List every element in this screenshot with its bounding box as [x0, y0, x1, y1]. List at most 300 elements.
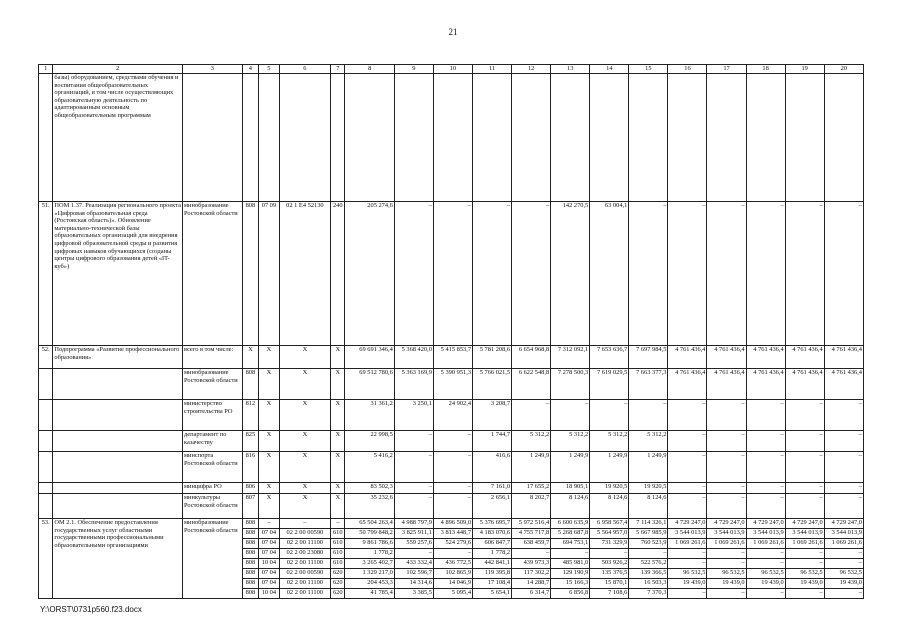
- table-cell: [512, 74, 551, 202]
- table-cell: 620: [331, 579, 345, 589]
- executor-cell: минспорта Ростовской области: [183, 452, 243, 483]
- table-cell: 1 069 261,6: [707, 539, 746, 549]
- table-cell: 102 865,9: [433, 569, 472, 579]
- table-cell: [433, 74, 472, 202]
- table-cell: [39, 74, 53, 202]
- table-cell: [394, 74, 433, 202]
- table-cell: 5 416,2: [345, 452, 394, 483]
- table-cell: 7 619 029,5: [590, 369, 629, 400]
- table-cell: 620: [331, 589, 345, 599]
- table-cell: –: [824, 452, 863, 483]
- column-header: 1: [39, 65, 53, 74]
- table-cell: –: [824, 431, 863, 452]
- table-cell: 10 04: [259, 559, 280, 569]
- table-cell: 4 761 436,4: [707, 369, 746, 400]
- column-header: 9: [394, 65, 433, 74]
- table-cell: X: [259, 431, 280, 452]
- column-header: 5: [259, 65, 280, 74]
- table-cell: [39, 431, 53, 452]
- table-cell: 808: [242, 579, 258, 589]
- table-cell: 41 785,4: [345, 589, 394, 599]
- table-cell: 610: [331, 529, 345, 539]
- table-cell: 16 503,3: [629, 579, 668, 589]
- table-cell: 439 973,3: [512, 559, 551, 569]
- table-cell: 4 761 436,4: [668, 369, 707, 400]
- table-cell: 5 972 516,4: [512, 519, 551, 529]
- table-cell: 22 998,5: [345, 431, 394, 452]
- table-cell: [707, 74, 746, 202]
- table-cell: 4 761 436,4: [785, 346, 824, 369]
- table-cell: 52.: [39, 346, 53, 369]
- table-cell: 638 459,7: [512, 539, 551, 549]
- table-cell: 96 532,5: [746, 569, 785, 579]
- table-cell: 610: [331, 559, 345, 569]
- table-cell: –: [824, 494, 863, 519]
- table-cell: –: [668, 400, 707, 431]
- item-name-cell: ПОМ 1.37. Реализация регионального проекта «Цифровая образовательная среда (Ростовская область)». Обновление материально-технической базы образовательных организаций для внедрения цифровой образовательной среды и развития цифровых навыков обучающихся (созданы центры цифрового образования детей «IT-куб»): [53, 202, 183, 346]
- table-cell: 02 2 00 11100: [279, 579, 330, 589]
- table-cell: –: [433, 431, 472, 452]
- table-cell: –: [707, 431, 746, 452]
- table-cell: 7 653 636,7: [590, 346, 629, 369]
- table-cell: 1 069 261,6: [824, 539, 863, 549]
- table-cell: 4 761 436,4: [707, 346, 746, 369]
- table-cell: 6 958 567,4: [590, 519, 629, 529]
- table-cell: –: [512, 549, 551, 559]
- table-cell: 19 439,0: [785, 579, 824, 589]
- table-cell: –: [746, 494, 785, 519]
- table-cell: –: [629, 202, 668, 346]
- item-name-cell: [53, 452, 183, 483]
- table-cell: 3 265 402,7: [345, 559, 394, 569]
- table-cell: 1 778,2: [473, 549, 512, 559]
- table-cell: X: [331, 346, 345, 369]
- table-cell: X: [279, 452, 330, 483]
- table-cell: 02 2 00 11100: [279, 559, 330, 569]
- table-cell: 18 905,1: [551, 483, 590, 494]
- table-cell: X: [259, 400, 280, 431]
- table-cell: 83 502,3: [345, 483, 394, 494]
- table-cell: 808: [242, 569, 258, 579]
- table-cell: –: [707, 452, 746, 483]
- table-cell: 3 813 448,7: [433, 529, 472, 539]
- table-cell: –: [785, 549, 824, 559]
- table-cell: 1 069 261,6: [746, 539, 785, 549]
- table-cell: X: [259, 494, 280, 519]
- table-cell: –: [512, 202, 551, 346]
- table-cell: 3 825 911,1: [394, 529, 433, 539]
- column-header: 4: [242, 65, 258, 74]
- table-cell: –: [746, 559, 785, 569]
- table-cell: –: [668, 202, 707, 346]
- table-cell: 8 124,6: [551, 494, 590, 519]
- table-cell: 3 385,5: [394, 589, 433, 599]
- table-cell: 4 729 247,0: [668, 519, 707, 529]
- table-cell: 808: [242, 202, 258, 346]
- table-cell: 610: [331, 539, 345, 549]
- table-cell: [668, 74, 707, 202]
- table-cell: 1 249,9: [590, 452, 629, 483]
- table-cell: 4 183 070,6: [473, 529, 512, 539]
- table-cell: 4 761 436,4: [668, 346, 707, 369]
- column-header: 2: [53, 65, 183, 74]
- table-cell: [629, 74, 668, 202]
- table-cell: 02 2 00 00590: [279, 569, 330, 579]
- table-cell: –: [746, 431, 785, 452]
- table-row: [39, 452, 864, 483]
- table-row: [39, 431, 864, 452]
- table-cell: 5 781 208,6: [473, 346, 512, 369]
- executor-cell: [183, 74, 243, 202]
- table-row: [39, 400, 864, 431]
- table-cell: –: [746, 452, 785, 483]
- table-cell: [259, 74, 280, 202]
- table-cell: 4 729 247,0: [707, 519, 746, 529]
- table-cell: –: [668, 549, 707, 559]
- table-cell: 19 920,5: [590, 483, 629, 494]
- table-cell: 3 544 013,9: [824, 529, 863, 539]
- table-cell: 96 532,5: [785, 569, 824, 579]
- table-cell: 17 655,2: [512, 483, 551, 494]
- table-cell: 6 314,7: [512, 589, 551, 599]
- table-cell: 5 667 985,9: [629, 529, 668, 539]
- table-row: [39, 346, 864, 369]
- table-cell: –: [629, 400, 668, 431]
- table-cell: 19 439,0: [668, 579, 707, 589]
- table-cell: 17 108,4: [473, 579, 512, 589]
- table-cell: X: [259, 369, 280, 400]
- table-cell: 5 312,2: [512, 431, 551, 452]
- table-cell: 07 04: [259, 539, 280, 549]
- table-cell: 51.: [39, 202, 53, 346]
- table-cell: X: [279, 400, 330, 431]
- table-cell: –: [433, 483, 472, 494]
- table-cell: –: [433, 452, 472, 483]
- table-cell: –: [785, 559, 824, 569]
- table-cell: 119 395,8: [473, 569, 512, 579]
- table-cell: X: [331, 369, 345, 400]
- table-cell: 4 988 797,9: [394, 519, 433, 529]
- table-cell: 96 532,5: [707, 569, 746, 579]
- table-cell: –: [668, 431, 707, 452]
- table-cell: –: [746, 202, 785, 346]
- column-header: 3: [183, 65, 243, 74]
- table-cell: 8 124,6: [590, 494, 629, 519]
- table-cell: 808: [242, 529, 258, 539]
- table-cell: –: [707, 559, 746, 569]
- table-cell: 4 761 436,4: [785, 369, 824, 400]
- table-cell: 69 512 780,6: [345, 369, 394, 400]
- column-header: 12: [512, 65, 551, 74]
- table-cell: –: [785, 494, 824, 519]
- table-row: [39, 519, 864, 529]
- table-cell: 731 329,9: [590, 539, 629, 549]
- table-row: [39, 74, 864, 202]
- item-name-cell: [53, 483, 183, 494]
- column-header: 13: [551, 65, 590, 74]
- table-cell: 808: [242, 559, 258, 569]
- table-cell: [551, 74, 590, 202]
- table-cell: 808: [242, 549, 258, 559]
- table-cell: 07 04: [259, 549, 280, 559]
- table-cell: 5 363 169,9: [394, 369, 433, 400]
- table-cell: 5 312,2: [590, 431, 629, 452]
- table-cell: 610: [331, 549, 345, 559]
- table-cell: 559 257,6: [394, 539, 433, 549]
- table-cell: [279, 74, 330, 202]
- table-cell: 4 761 436,4: [824, 369, 863, 400]
- column-header: 19: [785, 65, 824, 74]
- column-header: 16: [668, 65, 707, 74]
- table-cell: 4 761 436,4: [746, 346, 785, 369]
- table-cell: 50 799 848,2: [345, 529, 394, 539]
- table-cell: 760 523,9: [629, 539, 668, 549]
- page-number: 21: [448, 27, 458, 37]
- table-cell: 1 069 261,6: [785, 539, 824, 549]
- table-cell: [345, 74, 394, 202]
- table-cell: 8 202,7: [512, 494, 551, 519]
- table-cell: –: [824, 202, 863, 346]
- table-cell: 14 314,6: [394, 579, 433, 589]
- table-cell: 7 697 984,5: [629, 346, 668, 369]
- table-row: [39, 202, 864, 346]
- table-cell: –: [668, 494, 707, 519]
- table-cell: 416,6: [473, 452, 512, 483]
- table-cell: X: [259, 346, 280, 369]
- table-cell: –: [629, 549, 668, 559]
- table-cell: 808: [242, 539, 258, 549]
- table-cell: 5 564 957,0: [590, 529, 629, 539]
- table-cell: 808: [242, 589, 258, 599]
- table-cell: 4 729 247,0: [785, 519, 824, 529]
- table-cell: 53.: [39, 519, 53, 599]
- table-cell: [785, 74, 824, 202]
- table-cell: 4 729 247,0: [824, 519, 863, 529]
- table-cell: 07 04: [259, 529, 280, 539]
- table-cell: 129 190,9: [551, 569, 590, 579]
- table-cell: –: [668, 559, 707, 569]
- table-cell: 14 046,9: [433, 579, 472, 589]
- table-cell: 205 274,6: [345, 202, 394, 346]
- table-cell: –: [668, 483, 707, 494]
- table-cell: 19 439,0: [746, 579, 785, 589]
- executor-cell: минкультуры Ростовской области: [183, 494, 243, 519]
- table-cell: –: [824, 559, 863, 569]
- table-cell: 02 2 00 00590: [279, 529, 330, 539]
- table-cell: –: [551, 400, 590, 431]
- column-header: 10: [433, 65, 472, 74]
- table-cell: 139 366,5: [629, 569, 668, 579]
- table-cell: 63 004,1: [590, 202, 629, 346]
- table-cell: 5 312,2: [551, 431, 590, 452]
- table-cell: 02 1 E4 52130: [279, 202, 330, 346]
- table-cell: –: [551, 549, 590, 559]
- column-header: 7: [331, 65, 345, 74]
- table-cell: –: [394, 202, 433, 346]
- table-cell: 6 622 548,8: [512, 369, 551, 400]
- table-cell: 7 278 500,3: [551, 369, 590, 400]
- table-cell: 3 250,1: [394, 400, 433, 431]
- column-header: 14: [590, 65, 629, 74]
- table-cell: [39, 369, 53, 400]
- table-cell: X: [259, 483, 280, 494]
- table-cell: X: [279, 431, 330, 452]
- table-cell: –: [394, 494, 433, 519]
- table-cell: X: [279, 483, 330, 494]
- table-cell: [824, 74, 863, 202]
- table-cell: 8 124,6: [629, 494, 668, 519]
- table-cell: 240: [331, 202, 345, 346]
- table-cell: 204 453,3: [345, 579, 394, 589]
- table-cell: 485 981,0: [551, 559, 590, 569]
- table-cell: [39, 400, 53, 431]
- table-cell: 1 744,7: [473, 431, 512, 452]
- table-cell: –: [785, 431, 824, 452]
- table-cell: –: [394, 483, 433, 494]
- table-cell: 19 439,0: [824, 579, 863, 589]
- table-cell: –: [433, 202, 472, 346]
- column-header: 17: [707, 65, 746, 74]
- table-cell: 522 576,2: [629, 559, 668, 569]
- table-cell: 07 09: [259, 202, 280, 346]
- table-cell: 806: [242, 483, 258, 494]
- table-cell: 07 04: [259, 579, 280, 589]
- table-cell: X: [331, 431, 345, 452]
- table-cell: X: [331, 400, 345, 431]
- table-cell: –: [433, 549, 472, 559]
- table-cell: X: [279, 346, 330, 369]
- table-cell: 7 312 092,1: [551, 346, 590, 369]
- table-cell: 02 2 00 11100: [279, 589, 330, 599]
- table-cell: –: [433, 494, 472, 519]
- table-cell: –: [824, 589, 863, 599]
- table-cell: 3 544 013,9: [746, 529, 785, 539]
- table-cell: [39, 494, 53, 519]
- table-cell: –: [824, 483, 863, 494]
- table-cell: –: [394, 431, 433, 452]
- table-cell: 02 2 00 23080: [279, 549, 330, 559]
- table-cell: –: [707, 549, 746, 559]
- table-cell: [331, 74, 345, 202]
- table-cell: 96 532,5: [668, 569, 707, 579]
- table-cell: 606 847,7: [473, 539, 512, 549]
- table-cell: 816: [242, 452, 258, 483]
- table-cell: 1 249,9: [551, 452, 590, 483]
- table-cell: 4 761 436,4: [824, 346, 863, 369]
- table-cell: –: [707, 400, 746, 431]
- table-cell: 5 268 687,8: [551, 529, 590, 539]
- table-cell: 3 544 013,9: [707, 529, 746, 539]
- table-cell: 15 870,1: [590, 579, 629, 589]
- table-cell: 5 654,1: [473, 589, 512, 599]
- table-cell: 436 772,5: [433, 559, 472, 569]
- table-cell: 825: [242, 431, 258, 452]
- table-cell: 15 166,3: [551, 579, 590, 589]
- table-cell: –: [707, 589, 746, 599]
- table-cell: 433 332,4: [394, 559, 433, 569]
- table-cell: 1 069 261,6: [668, 539, 707, 549]
- table-cell: 10 04: [259, 589, 280, 599]
- item-name-cell: [53, 431, 183, 452]
- table-cell: –: [707, 494, 746, 519]
- table-cell: –: [824, 549, 863, 559]
- table-cell: 19 439,0: [707, 579, 746, 589]
- table-cell: 7 663 377,3: [629, 369, 668, 400]
- item-name-cell: ОМ 2.1. Обеспечение предоставления государственных услуг областными государственными профессиональными образовательными организациями: [53, 519, 183, 599]
- executor-cell: минобразование Ростовской области: [183, 519, 243, 599]
- table-cell: 7 114 326,1: [629, 519, 668, 529]
- table-cell: [473, 74, 512, 202]
- table-cell: 5 390 951,3: [433, 369, 472, 400]
- table-cell: X: [279, 369, 330, 400]
- table-row: [39, 494, 864, 519]
- table-cell: –: [785, 589, 824, 599]
- table-cell: –: [259, 519, 280, 529]
- table-cell: X: [331, 452, 345, 483]
- table-cell: 96 532,5: [824, 569, 863, 579]
- table-cell: 807: [242, 494, 258, 519]
- item-name-cell: базы) оборудованием, средствами обучения и воспитания общеобразовательных организаций, в том числе осуществляющих образовательную деятельность по адаптированным основным общеобразовательным программам: [53, 74, 183, 202]
- table-cell: 07 04: [259, 569, 280, 579]
- table-cell: [39, 483, 53, 494]
- file-path-footer: Y:\ORST\0731p560.f23.docx: [40, 605, 142, 614]
- table-cell: 117 302,2: [512, 569, 551, 579]
- table-cell: 24 902,4: [433, 400, 472, 431]
- table-cell: 19 920,5: [629, 483, 668, 494]
- table-cell: –: [668, 589, 707, 599]
- table-cell: X: [259, 452, 280, 483]
- table-cell: 4 729 247,0: [746, 519, 785, 529]
- executor-cell: департамент по казачеству: [183, 431, 243, 452]
- table-cell: –: [394, 452, 433, 483]
- table-cell: 02 2 00 11100: [279, 539, 330, 549]
- table-cell: –: [512, 400, 551, 431]
- table-cell: 5 095,4: [433, 589, 472, 599]
- table-cell: –: [707, 483, 746, 494]
- table-cell: –: [590, 549, 629, 559]
- table-cell: –: [473, 202, 512, 346]
- table-cell: –: [785, 400, 824, 431]
- table-cell: [242, 74, 258, 202]
- table-cell: [590, 74, 629, 202]
- table-cell: 1 249,9: [629, 452, 668, 483]
- table-cell: –: [668, 452, 707, 483]
- column-header: 6: [279, 65, 330, 74]
- table-cell: 5 766 021,5: [473, 369, 512, 400]
- table-cell: 4 761 436,4: [746, 369, 785, 400]
- column-header: 20: [824, 65, 863, 74]
- table-cell: 7 108,6: [590, 589, 629, 599]
- budget-table-sheet: [38, 64, 864, 602]
- executor-cell: минобразование Ростовской области: [183, 369, 243, 400]
- table-cell: 1 329 217,0: [345, 569, 394, 579]
- table-row: [39, 369, 864, 400]
- column-number-row: [39, 65, 864, 74]
- table-row: [39, 483, 864, 494]
- table-cell: –: [279, 519, 330, 529]
- table-cell: 102 596,7: [394, 569, 433, 579]
- table-cell: 135 376,5: [590, 569, 629, 579]
- table-cell: –: [590, 400, 629, 431]
- table-cell: X: [331, 494, 345, 519]
- table-cell: 503 926,2: [590, 559, 629, 569]
- item-name-cell: [53, 369, 183, 400]
- column-header: 11: [473, 65, 512, 74]
- table-cell: 5 376 695,7: [473, 519, 512, 529]
- table-cell: 6 856,8: [551, 589, 590, 599]
- table-cell: 4 896 509,0: [433, 519, 472, 529]
- table-cell: 6 600 635,9: [551, 519, 590, 529]
